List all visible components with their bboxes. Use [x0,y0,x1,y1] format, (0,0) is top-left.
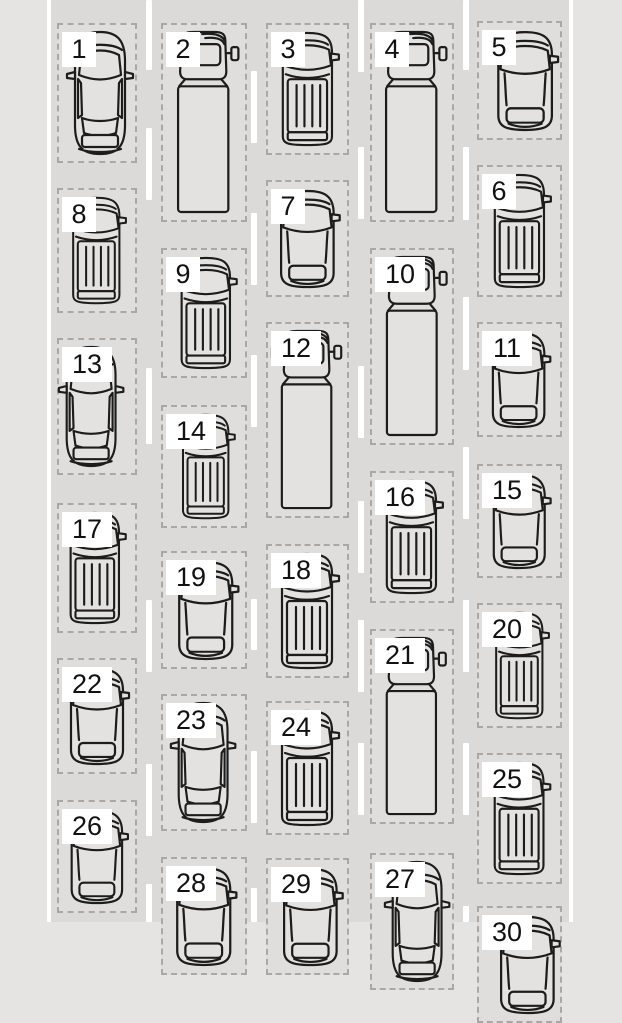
parking-spot-10[interactable] [370,248,454,445]
spot-number-label: 10 [375,257,425,292]
lane-divider-dash [146,600,152,672]
spot-number-label: 15 [482,473,532,508]
spot-number-label: 28 [166,866,216,901]
spot-number-label: 14 [166,414,216,449]
spot-number-label: 12 [271,331,321,366]
parking-spot-23[interactable] [161,694,247,831]
right-boundary-line [569,0,573,922]
parking-spot-19[interactable] [161,551,247,669]
spot-number-label: 11 [482,331,532,366]
parking-spot-25[interactable] [477,753,562,884]
spot-number-label: 2 [166,32,200,67]
lane-divider-dash [251,599,257,650]
spot-number-label: 16 [375,480,425,515]
spot-number-label: 18 [271,553,321,588]
spot-number-label: 4 [375,32,409,67]
spot-number-label: 3 [271,32,305,67]
lane-divider-dash [358,620,364,692]
parking-spot-20[interactable] [477,603,562,728]
parking-spot-21[interactable] [370,629,454,824]
parking-spot-13[interactable] [57,338,137,475]
parking-spot-15[interactable] [477,464,562,578]
lane-divider-dash [358,743,364,815]
lane-divider-dash [146,128,152,200]
parking-spot-2[interactable] [161,23,247,222]
lane-divider-dash [251,213,257,285]
left-boundary-line [47,0,51,922]
lane-divider-dash [463,147,469,220]
spot-number-label: 6 [482,174,516,209]
spot-number-label: 22 [62,667,112,702]
spot-number-label: 1 [62,32,96,67]
parking-spot-28[interactable] [161,857,247,975]
parking-spot-1[interactable] [57,23,137,163]
parking-spot-24[interactable] [266,701,349,835]
parking-spot-29[interactable] [266,858,349,975]
parking-spot-22[interactable] [57,658,137,774]
right-curb-margin [573,0,622,922]
spot-number-label: 29 [271,867,321,902]
parking-spot-7[interactable] [266,180,349,297]
lane-divider-dash [463,297,469,370]
lane-divider-dash [251,751,257,823]
parking-spot-11[interactable] [477,322,562,437]
lane-divider-dash [146,368,152,444]
lane-divider-dash [251,71,257,143]
parking-spot-16[interactable] [370,471,454,603]
spot-number-label: 24 [271,710,321,745]
spot-number-label: 20 [482,612,532,647]
lane-divider-dash [358,147,364,219]
spot-number-label: 19 [166,560,216,595]
lane-divider-dash [146,0,152,70]
parking-spot-5[interactable] [477,21,562,140]
lane-divider-dash [463,0,469,70]
lane-divider-dash [146,884,152,922]
lane-divider-dash [463,743,469,815]
parking-spot-12[interactable] [266,322,349,518]
lane-divider-dash [146,764,152,836]
parking-spot-27[interactable] [370,853,454,990]
spot-number-label: 21 [375,638,425,673]
spot-number-label: 30 [482,915,532,950]
spot-number-label: 8 [62,197,96,232]
lane-divider-dash [463,447,469,519]
lane-divider-dash [358,0,364,72]
lane-divider-dash [463,600,469,672]
parking-spot-3[interactable] [266,23,349,155]
spot-number-label: 9 [166,257,200,292]
spot-number-label: 26 [62,809,112,844]
spot-number-label: 5 [482,30,516,65]
lane-divider-dash [358,366,364,438]
left-curb-margin [0,0,47,922]
parking-spot-9[interactable] [161,248,247,378]
lane-divider-dash [251,888,257,922]
parking-spot-14[interactable] [161,405,247,528]
parking-spot-6[interactable] [477,165,562,297]
spot-number-label: 23 [166,703,216,738]
lane-divider-dash [463,906,469,922]
parking-spot-4[interactable] [370,23,454,222]
spot-number-label: 17 [62,512,112,547]
parking-spot-26[interactable] [57,800,137,913]
spot-number-label: 25 [482,762,532,797]
lane-divider-dash [358,501,364,573]
parking-spot-30[interactable] [477,906,562,1023]
parking-spot-8[interactable] [57,188,137,313]
spot-number-label: 27 [375,862,425,897]
parking-spot-17[interactable] [57,503,137,633]
spot-number-label: 13 [62,347,112,382]
parking-spot-18[interactable] [266,544,349,678]
spot-number-label: 7 [271,189,305,224]
lane-divider-dash [251,355,257,427]
